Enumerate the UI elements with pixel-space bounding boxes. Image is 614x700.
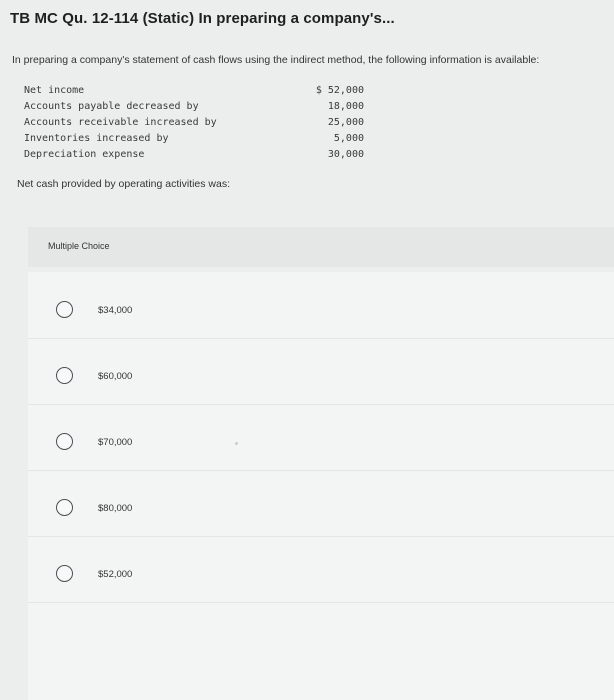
radio-button[interactable] (56, 367, 73, 384)
table-row (20, 147, 370, 163)
row-label: Accounts payable decreased by (24, 101, 199, 112)
option-label: $60,000 (98, 371, 133, 382)
table-row (20, 99, 370, 115)
row-label: Accounts receivable increased by (24, 117, 217, 128)
answer-option-5[interactable] (28, 536, 614, 603)
row-label: Depreciation expense (24, 149, 145, 160)
multiple-choice-label: Multiple Choice (48, 241, 110, 251)
table-row (20, 83, 370, 99)
answer-option-4[interactable] (28, 470, 614, 537)
row-value: 30,000 (327, 149, 364, 160)
option-label: $34,000 (98, 305, 133, 316)
row-value: 5,000 (333, 133, 364, 144)
row-label: Inventories increased by (24, 133, 169, 144)
option-label: $70,000 (98, 437, 133, 448)
row-value: 25,000 (327, 117, 364, 128)
row-value: $ 52,000 (315, 85, 364, 96)
row-value: 18,000 (327, 101, 364, 112)
option-label: $80,000 (98, 503, 133, 514)
table-row (20, 131, 370, 147)
row-label: Net income (24, 85, 85, 96)
table-row (20, 115, 370, 131)
radio-button[interactable] (56, 301, 73, 318)
answer-options (28, 272, 614, 700)
radio-button[interactable] (56, 433, 73, 450)
option-label: $52,000 (98, 569, 133, 580)
cursor-dot (235, 442, 238, 445)
answer-option-3[interactable] (28, 404, 614, 471)
multiple-choice-header (28, 227, 614, 267)
radio-button[interactable] (56, 499, 73, 516)
answer-option-1[interactable] (28, 272, 614, 339)
question-title: TB MC Qu. 12-114 (Static) In preparing a company's... (10, 10, 395, 27)
question-intro: In preparing a company's statement of cash flows using the indirect method, the following information is available: (12, 54, 540, 66)
radio-button[interactable] (56, 565, 73, 582)
question-prompt: Net cash provided by operating activities was: (17, 178, 231, 190)
answer-option-2[interactable] (28, 338, 614, 405)
cash-flow-data-table (20, 83, 370, 163)
